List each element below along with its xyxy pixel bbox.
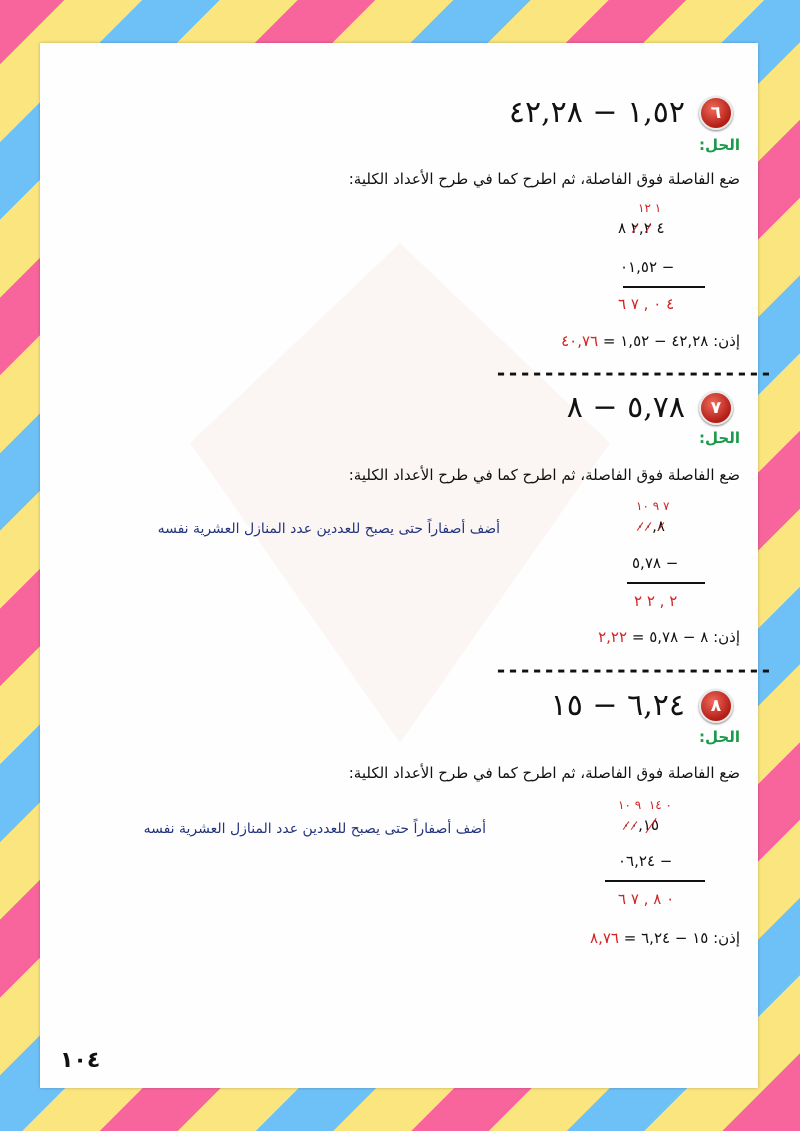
hint-note: أضف أصفاراً حتى يصبح للعددين عدد المنازل العشرية نفسه (143, 821, 486, 837)
worksheet-page (40, 43, 772, 1088)
struck-digit: ٠ (644, 517, 653, 535)
conclusion-answer: ٤٠,٧٦ (561, 332, 599, 350)
instruction-text: ضع الفاصلة فوق الفاصلة، ثم اطرح كما في طرح الأعداد الكلية: (348, 170, 740, 188)
conclusion (561, 332, 740, 350)
struck-digit: ٠ (622, 816, 631, 834)
struck-digit: ٠ (636, 517, 645, 535)
decimal-comma: , (652, 517, 657, 535)
problem-expression: ٥,٧٨ − ٨ (566, 390, 685, 425)
solution-label: الحل: (699, 136, 740, 154)
struck-digit: ٠ (630, 816, 639, 834)
problem-8-header (551, 688, 733, 723)
struck-digit: ١٥ (642, 816, 660, 834)
struck-digit: ٨ (656, 517, 665, 535)
conclusion-answer: ٢,٢٢ (598, 628, 628, 646)
hint-note: أضف أصفاراً حتى يصبح للعددين عدد المنازل العشرية نفسه (157, 521, 500, 537)
problem-number-badge: ٧ (699, 391, 733, 425)
struck-digit: ٢ (643, 219, 652, 237)
minuend (622, 816, 659, 834)
conclusion-text: إذن: ٤٢,٢٨ − ١,٥٢ = (602, 332, 740, 350)
problem-7-header (567, 390, 733, 425)
separator-line: ----------------------- (495, 658, 772, 682)
subtraction-line (623, 286, 705, 288)
minuend (636, 517, 665, 535)
solution-label: الحل: (699, 429, 740, 447)
carry-digits: ١ ١٢ (638, 201, 662, 215)
problem-expression: ٦,٢٤ − ١٥ (550, 688, 685, 723)
page-number: ١٠٤ (60, 1048, 101, 1073)
conclusion-answer: ٨,٧٦ (590, 929, 619, 947)
subtraction-result: ٠ ٨ , ٧ ٦ (618, 890, 675, 908)
subtrahend: ٠١,٥٢ − (620, 258, 675, 276)
struck-digit: ٢ (630, 219, 639, 237)
subtraction-result: ٢ , ٢ ٢ (634, 592, 678, 610)
decimal-comma: , (638, 219, 644, 237)
conclusion-text: إذن: ٨ − ٥,٧٨ = (631, 628, 740, 646)
digit: ٨ (618, 219, 627, 237)
subtraction-line (605, 880, 705, 882)
conclusion-text: إذن: ١٥ − ٦,٢٤ = (623, 929, 740, 947)
carry-digits: ٧ ٩ ١٠ (636, 499, 670, 513)
decimal-comma: , (638, 816, 643, 834)
problem-number-badge: ٦ (699, 96, 733, 130)
conclusion (590, 929, 740, 947)
subtraction-result: ٤ ٠ , ٧ ٦ (618, 295, 675, 313)
digit: ٤ (656, 219, 665, 237)
instruction-text: ضع الفاصلة فوق الفاصلة، ثم اطرح كما في طرح الأعداد الكلية: (348, 764, 740, 782)
problem-6-header (509, 95, 733, 130)
problem-expression: ١,٥٢ − ٤٢,٢٨ (508, 95, 685, 130)
problem-number-badge: ٨ (699, 689, 733, 723)
minuend (618, 219, 665, 237)
solution-label: الحل: (699, 728, 740, 746)
conclusion (598, 628, 740, 646)
separator-line: ----------------------- (495, 361, 772, 385)
subtrahend: ٥,٧٨ − (632, 554, 679, 572)
subtraction-line (627, 582, 705, 584)
carry-digits: ٠ ١٤ ٩ ١٠ (618, 798, 672, 812)
subtrahend: ٠٦,٢٤ − (618, 852, 673, 870)
instruction-text: ضع الفاصلة فوق الفاصلة، ثم اطرح كما في طرح الأعداد الكلية: (348, 466, 740, 484)
